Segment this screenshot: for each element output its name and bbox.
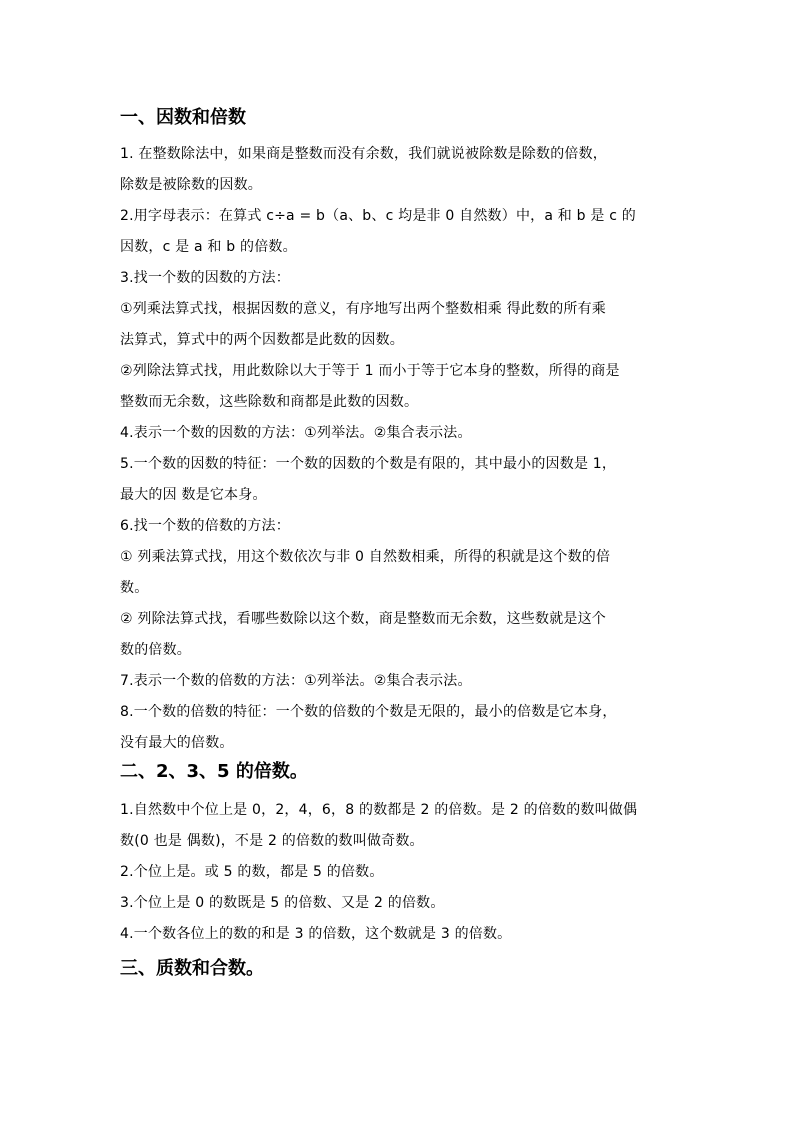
- text-line: ②列除法算式找，用此数除以大于等于 1 而小于等于它本身的整数，所得的商是: [120, 363, 620, 379]
- text-line: 5.一个数的因数的特征：一个数的因数的个数是有限的，其中最小的因数是 1，: [120, 456, 617, 472]
- text-line: 数的倍数。: [120, 642, 191, 658]
- text-line: 4.一个数各位上的数的和是 3 的倍数，这个数就是 3 的倍数。: [120, 926, 512, 942]
- paragraph-1: [120, 139, 680, 201]
- section-title-factors-multiples: 一、因数和倍数: [120, 107, 246, 128]
- text-line: ② 列除法算式找，看哪些数除以这个数，商是整数而无余数，这些数就是这个: [120, 611, 606, 627]
- paragraph-5: [120, 449, 680, 511]
- text-line: 2.个位上是。或 5 的数，都是 5 的倍数。: [120, 864, 384, 880]
- text-line: 1.自然数中个位上是 0，2，4，6，8 的数都是 2 的倍数。是 2 的倍数的数叫做偶: [120, 802, 638, 818]
- text-line: 没有最大的倍数。: [120, 735, 234, 751]
- text-line: ① 列乘法算式找，用这个数依次与非 0 自然数相乘，所得的积就是这个数的倍: [120, 549, 611, 565]
- paragraph-8: [120, 697, 680, 759]
- text-line: 4.表示一个数的因数的方法：①列举法。②集合表示法。: [120, 425, 472, 441]
- paragraph-3: [120, 263, 680, 294]
- text-line: 2.用字母表示：在算式 c÷a = b（a、b、c 均是非 0 自然数）中，a 和 b 是 c 的: [120, 208, 636, 224]
- text-line: 法算式，算式中的两个因数都是此数的因数。: [120, 332, 404, 348]
- paragraph-6-method-1: [120, 542, 680, 604]
- section-factors-multiples-body: [120, 139, 680, 759]
- section-multiples-2-3-5-body: [120, 795, 680, 950]
- paragraph-2: [120, 201, 680, 263]
- text-line: 7.表示一个数的倍数的方法：①列举法。②集合表示法。: [120, 673, 472, 689]
- text-line: 因数，c 是 a 和 b 的倍数。: [120, 239, 297, 255]
- paragraph-2-2: [120, 857, 680, 888]
- paragraph-2-3: [120, 888, 680, 919]
- section-title-multiples-2-3-5: 二、2、3、5 的倍数。: [120, 761, 308, 782]
- paragraph-3-method-1: [120, 294, 680, 356]
- text-line: 除数是被除数的因数。: [120, 177, 262, 193]
- paragraph-4: [120, 418, 680, 449]
- paragraph-6: [120, 511, 680, 542]
- text-line: 整数而无余数，这些除数和商都是此数的因数。: [120, 394, 419, 410]
- paragraph-3-method-2: [120, 356, 680, 418]
- text-line: ①列乘法算式找，根据因数的意义，有序地写出两个整数相乘 得此数的所有乘: [120, 301, 606, 317]
- text-line: 1. 在整数除法中，如果商是整数而没有余数，我们就说被除数是除数的倍数，: [120, 146, 608, 162]
- text-line: 数。: [120, 580, 149, 596]
- paragraph-2-1: [120, 795, 680, 857]
- section-title-primes-composites: 三、质数和合数。: [120, 958, 264, 979]
- text-line: 6.找一个数的倍数的方法：: [120, 518, 290, 534]
- document-page: [120, 100, 680, 982]
- text-line: 8.一个数的倍数的特征：一个数的倍数的个数是无限的，最小的倍数是它本身，: [120, 704, 617, 720]
- text-line: 最大的因 数是它本身。: [120, 487, 267, 503]
- paragraph-6-method-2: [120, 604, 680, 666]
- paragraph-2-4: [120, 919, 680, 950]
- text-line: 数(0 也是 偶数)，不是 2 的倍数的数叫做奇数。: [120, 833, 424, 849]
- text-line: 3.找一个数的因数的方法：: [120, 270, 290, 286]
- paragraph-7: [120, 666, 680, 697]
- text-line: 3.个位上是 0 的数既是 5 的倍数、又是 2 的倍数。: [120, 895, 445, 911]
